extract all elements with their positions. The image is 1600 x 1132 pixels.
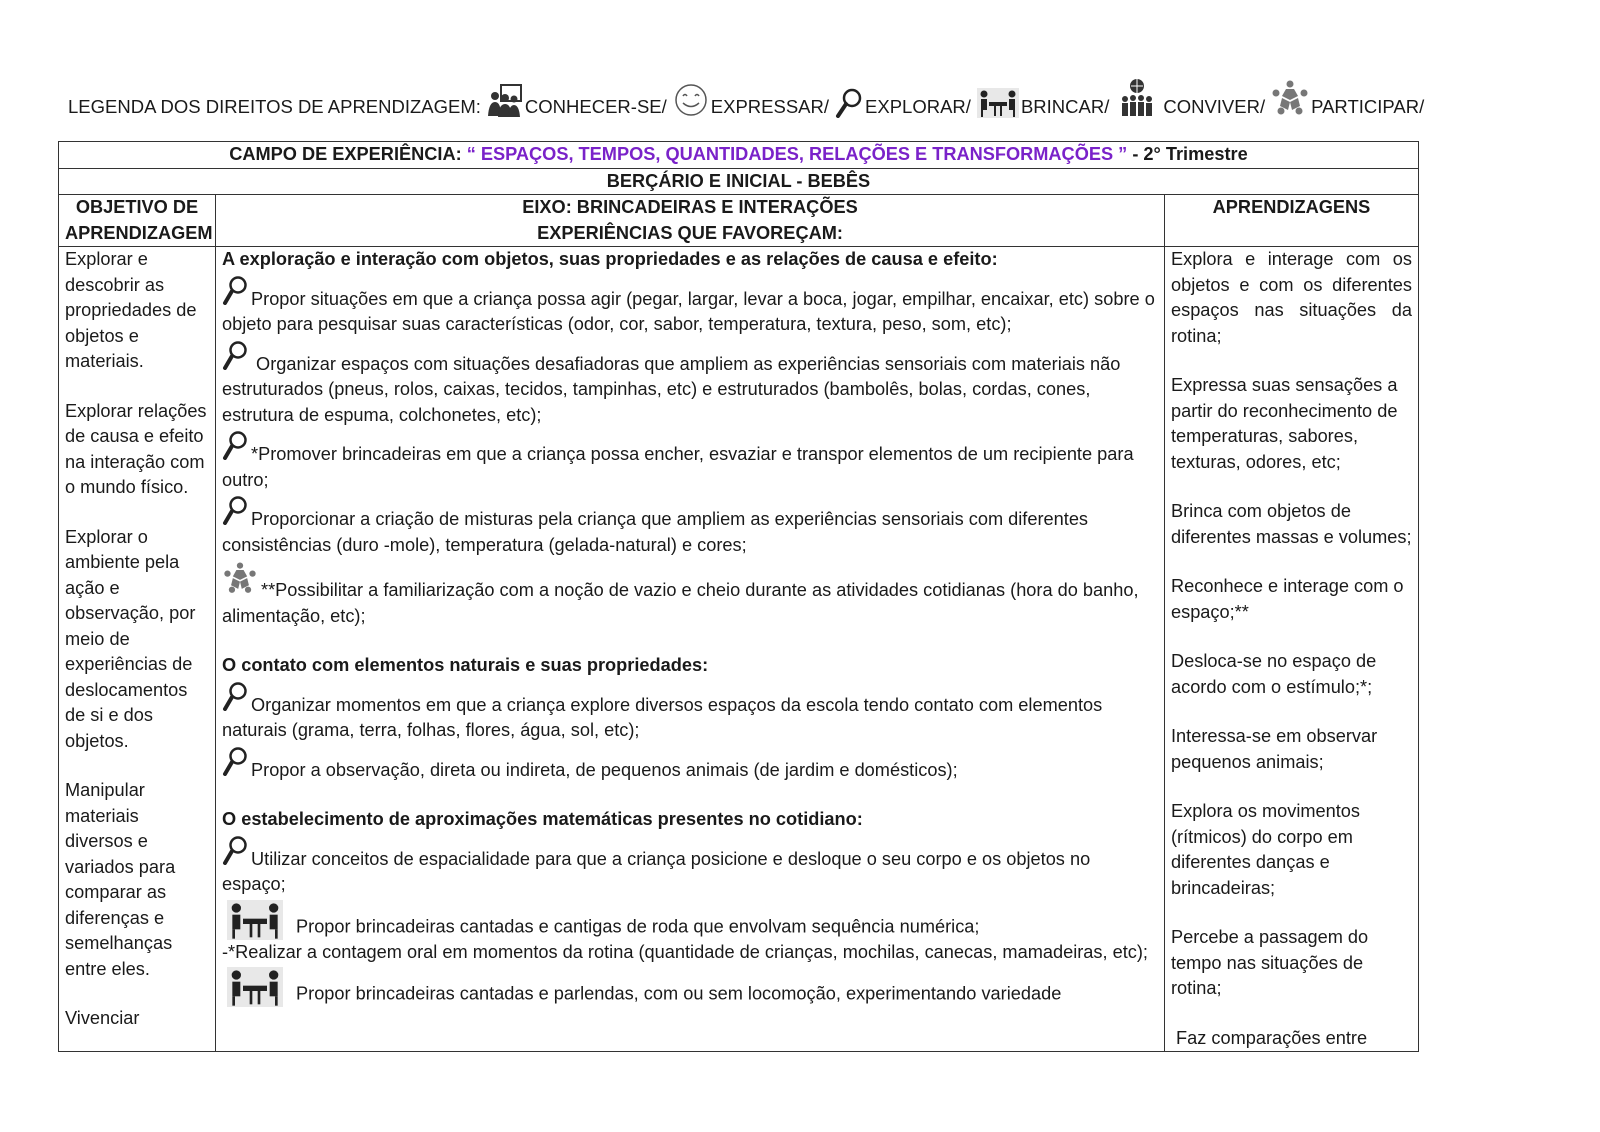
experience-item — [222, 430, 1158, 493]
learning-item: Brinca com objetos de diferentes massas e volumes; — [1170, 501, 1412, 547]
magnifier-icon — [222, 340, 248, 370]
experience-item — [222, 340, 1158, 429]
experience-text: Organizar momentos em que a criança explore diversos espaços da escola tendo contato com elementos naturais (grama, terra, folhas, flores, água, sol, etc); — [222, 694, 1103, 740]
experience-text: **Possibilitar a familiarização com a noção de vazio e cheio durante as atividades cotidianas (hora do banho, alimentação, etc); — [222, 580, 1139, 626]
column-header-row — [59, 195, 1419, 247]
experience-item — [222, 835, 1158, 898]
legend-item-explorar — [835, 88, 971, 118]
experience-text: Propor situações em que a criança possa agir (pegar, largar, levar a boca, jogar, empilhar, encaixar, etc) sobre o objeto para pesquisar suas características (odor, cor, sabor, temperatura, textura, peso, som, etc); — [222, 288, 1155, 334]
experience-text: Proporcionar a criação de misturas pela criança que ampliem as experiências sensoriais com diferentes consistências (duro -mole), temperatura (gelada-natural) e cores; — [222, 509, 1089, 555]
legend-item-brincar — [977, 88, 1109, 118]
legend-item-participar — [1271, 80, 1424, 118]
campo-suffix: - 2° Trimestre — [1132, 144, 1248, 164]
children-playing-icon — [222, 900, 288, 940]
curriculum-table — [58, 141, 1419, 1052]
content-row — [59, 247, 1419, 1052]
experience-item — [222, 900, 1158, 940]
campo-header — [59, 142, 1419, 169]
eixo-subtitle: EXPERIÊNCIAS QUE FAVOREÇAM: — [537, 222, 843, 243]
globe-family-icon — [1119, 78, 1155, 118]
learning-item: Explora os movimentos (rítmicos) do corpo em diferentes danças e brincadeiras; — [1170, 801, 1361, 898]
spacer — [222, 629, 1158, 653]
experience-text: Propor brincadeiras cantadas e cantigas de roda que envolvam sequência numérica; — [296, 916, 980, 936]
experience-item: -*Realizar a contagem oral em momentos da rotina (quantidade de crianças, mochilas, canecas, mamadeiras, etc); — [222, 941, 1148, 962]
eixo-title: EIXO: BRINCADEIRAS E INTERAÇÕES — [522, 197, 858, 217]
experience-item — [222, 495, 1158, 558]
circle-people-icon — [222, 562, 258, 596]
magnifier-icon — [222, 681, 248, 711]
children-playing-icon — [977, 88, 1019, 118]
magnifier-icon — [222, 275, 248, 305]
objective-item: Vivenciar — [65, 1008, 140, 1028]
experience-text: *Promover brincadeiras em que a criança possa encher, esvaziar e transpor elementos de um recipiente para outro; — [222, 444, 1134, 490]
subtitle-row — [59, 168, 1419, 195]
objective-item: Explorar e descobrir as propriedades de objetos e materiais. — [65, 249, 197, 371]
legend-item-conviver — [1119, 78, 1265, 118]
legend-label-explorar: EXPLORAR/ — [865, 96, 971, 117]
objectives-cell — [59, 247, 216, 1052]
legend-label-conviver: CONVIVER/ — [1163, 96, 1266, 117]
magnifier-icon — [835, 88, 863, 118]
experience-text: Organizar espaços com situações desafiadoras que ampliem as experiências sensoriais com materiais não estruturados (pneus, rolos, caixas, tecidos, tampinhas, etc) e estruturados (bambolês, bolas, cordas, cones, estrutura de espuma, colchonetes, etc); — [222, 353, 1121, 425]
learning-item: Expressa suas sensações a partir do reconhecimento de temperaturas, sabores, texturas, odores, etc; — [1170, 375, 1398, 472]
section-title: O estabelecimento de aproximações matemáticas presentes no cotidiano: — [222, 809, 863, 829]
objective-item: Manipular materiais diversos e variados para comparar as diferenças e semelhanças entre eles. — [65, 780, 176, 979]
learning-item: Desloca-se no espaço de acordo com o estímulo;*; — [1170, 651, 1377, 697]
section-title: O contato com elementos naturais e suas propriedades: — [222, 655, 709, 675]
legend-label-brincar: BRINCAR/ — [1020, 96, 1110, 117]
experience-item — [222, 681, 1158, 744]
experience-item — [222, 275, 1158, 338]
legend-label-participar: PARTICIPAR/ — [1311, 96, 1425, 117]
legend-label-expressar: EXPRESSAR/ — [710, 96, 830, 117]
learning-item: Percebe a passagem do tempo nas situações de rotina; — [1170, 927, 1369, 998]
campo-prefix: CAMPO DE EXPERIÊNCIA: — [229, 144, 462, 164]
experience-item — [222, 562, 1158, 629]
col-header-aprendizagens: APRENDIZAGENS — [1164, 195, 1418, 247]
section-title: A exploração e interação com objetos, suas propriedades e as relações de causa e efeito: — [222, 249, 998, 269]
magnifier-icon — [222, 746, 248, 776]
magnifier-icon — [222, 495, 248, 525]
legend-item-expressar — [673, 82, 829, 118]
people-board-icon — [487, 84, 523, 118]
legend-title: LEGENDA DOS DIREITOS DE APRENDIZAGEM: — [68, 96, 481, 117]
circle-people-icon — [1271, 80, 1309, 118]
legend-item-conhecer — [487, 84, 667, 118]
learnings-cell — [1164, 247, 1418, 1052]
objective-item: Explorar relações de causa e efeito na interação com o mundo físico. — [65, 400, 207, 497]
magnifier-icon — [222, 835, 248, 865]
learning-item: Reconhece e interage com o espaço;** — [1170, 576, 1404, 622]
campo-name: “ ESPAÇOS, TEMPOS, QUANTIDADES, RELAÇÕES E TRANSFORMAÇÕES ” — [466, 144, 1128, 164]
objective-item: Explorar o ambiente pela ação e observação, por meio de experiências de deslocamentos de si e dos objetos. — [65, 526, 196, 751]
learning-item: Faz comparações entre — [1170, 1027, 1368, 1048]
spacer — [222, 783, 1158, 807]
experience-item — [222, 967, 1158, 1007]
col-header-objetivo: OBJETIVO DE APRENDIZAGEM — [59, 195, 216, 247]
legend-bar — [68, 66, 1430, 118]
magnifier-icon — [222, 430, 248, 460]
experiences-cell — [216, 247, 1165, 1052]
experience-text: Propor a observação, direta ou indireta, de pequenos animais (de jardim e domésticos); — [251, 759, 958, 780]
children-playing-icon — [222, 967, 288, 1007]
experience-text: Propor brincadeiras cantadas e parlendas, com ou sem locomoção, experimentando variedade — [296, 983, 1062, 1004]
experience-text: Utilizar conceitos de espacialidade para que a criança posicione e desloque o seu corpo e os objetos no espaço; — [222, 848, 1091, 894]
campo-row — [59, 142, 1419, 169]
smiley-icon — [673, 82, 709, 118]
legend-label-conhecer: CONHECER-SE/ — [524, 96, 667, 117]
experience-item — [222, 746, 1158, 784]
subtitle: BERÇÁRIO E INICIAL - BEBÊS — [59, 168, 1419, 195]
learning-item: Explora e interage com os objetos e com os diferentes espaços nas situações da rotina; — [1170, 249, 1412, 346]
col-header-eixo — [216, 195, 1165, 247]
learning-item: Interessa-se em observar pequenos animais; — [1170, 726, 1378, 772]
